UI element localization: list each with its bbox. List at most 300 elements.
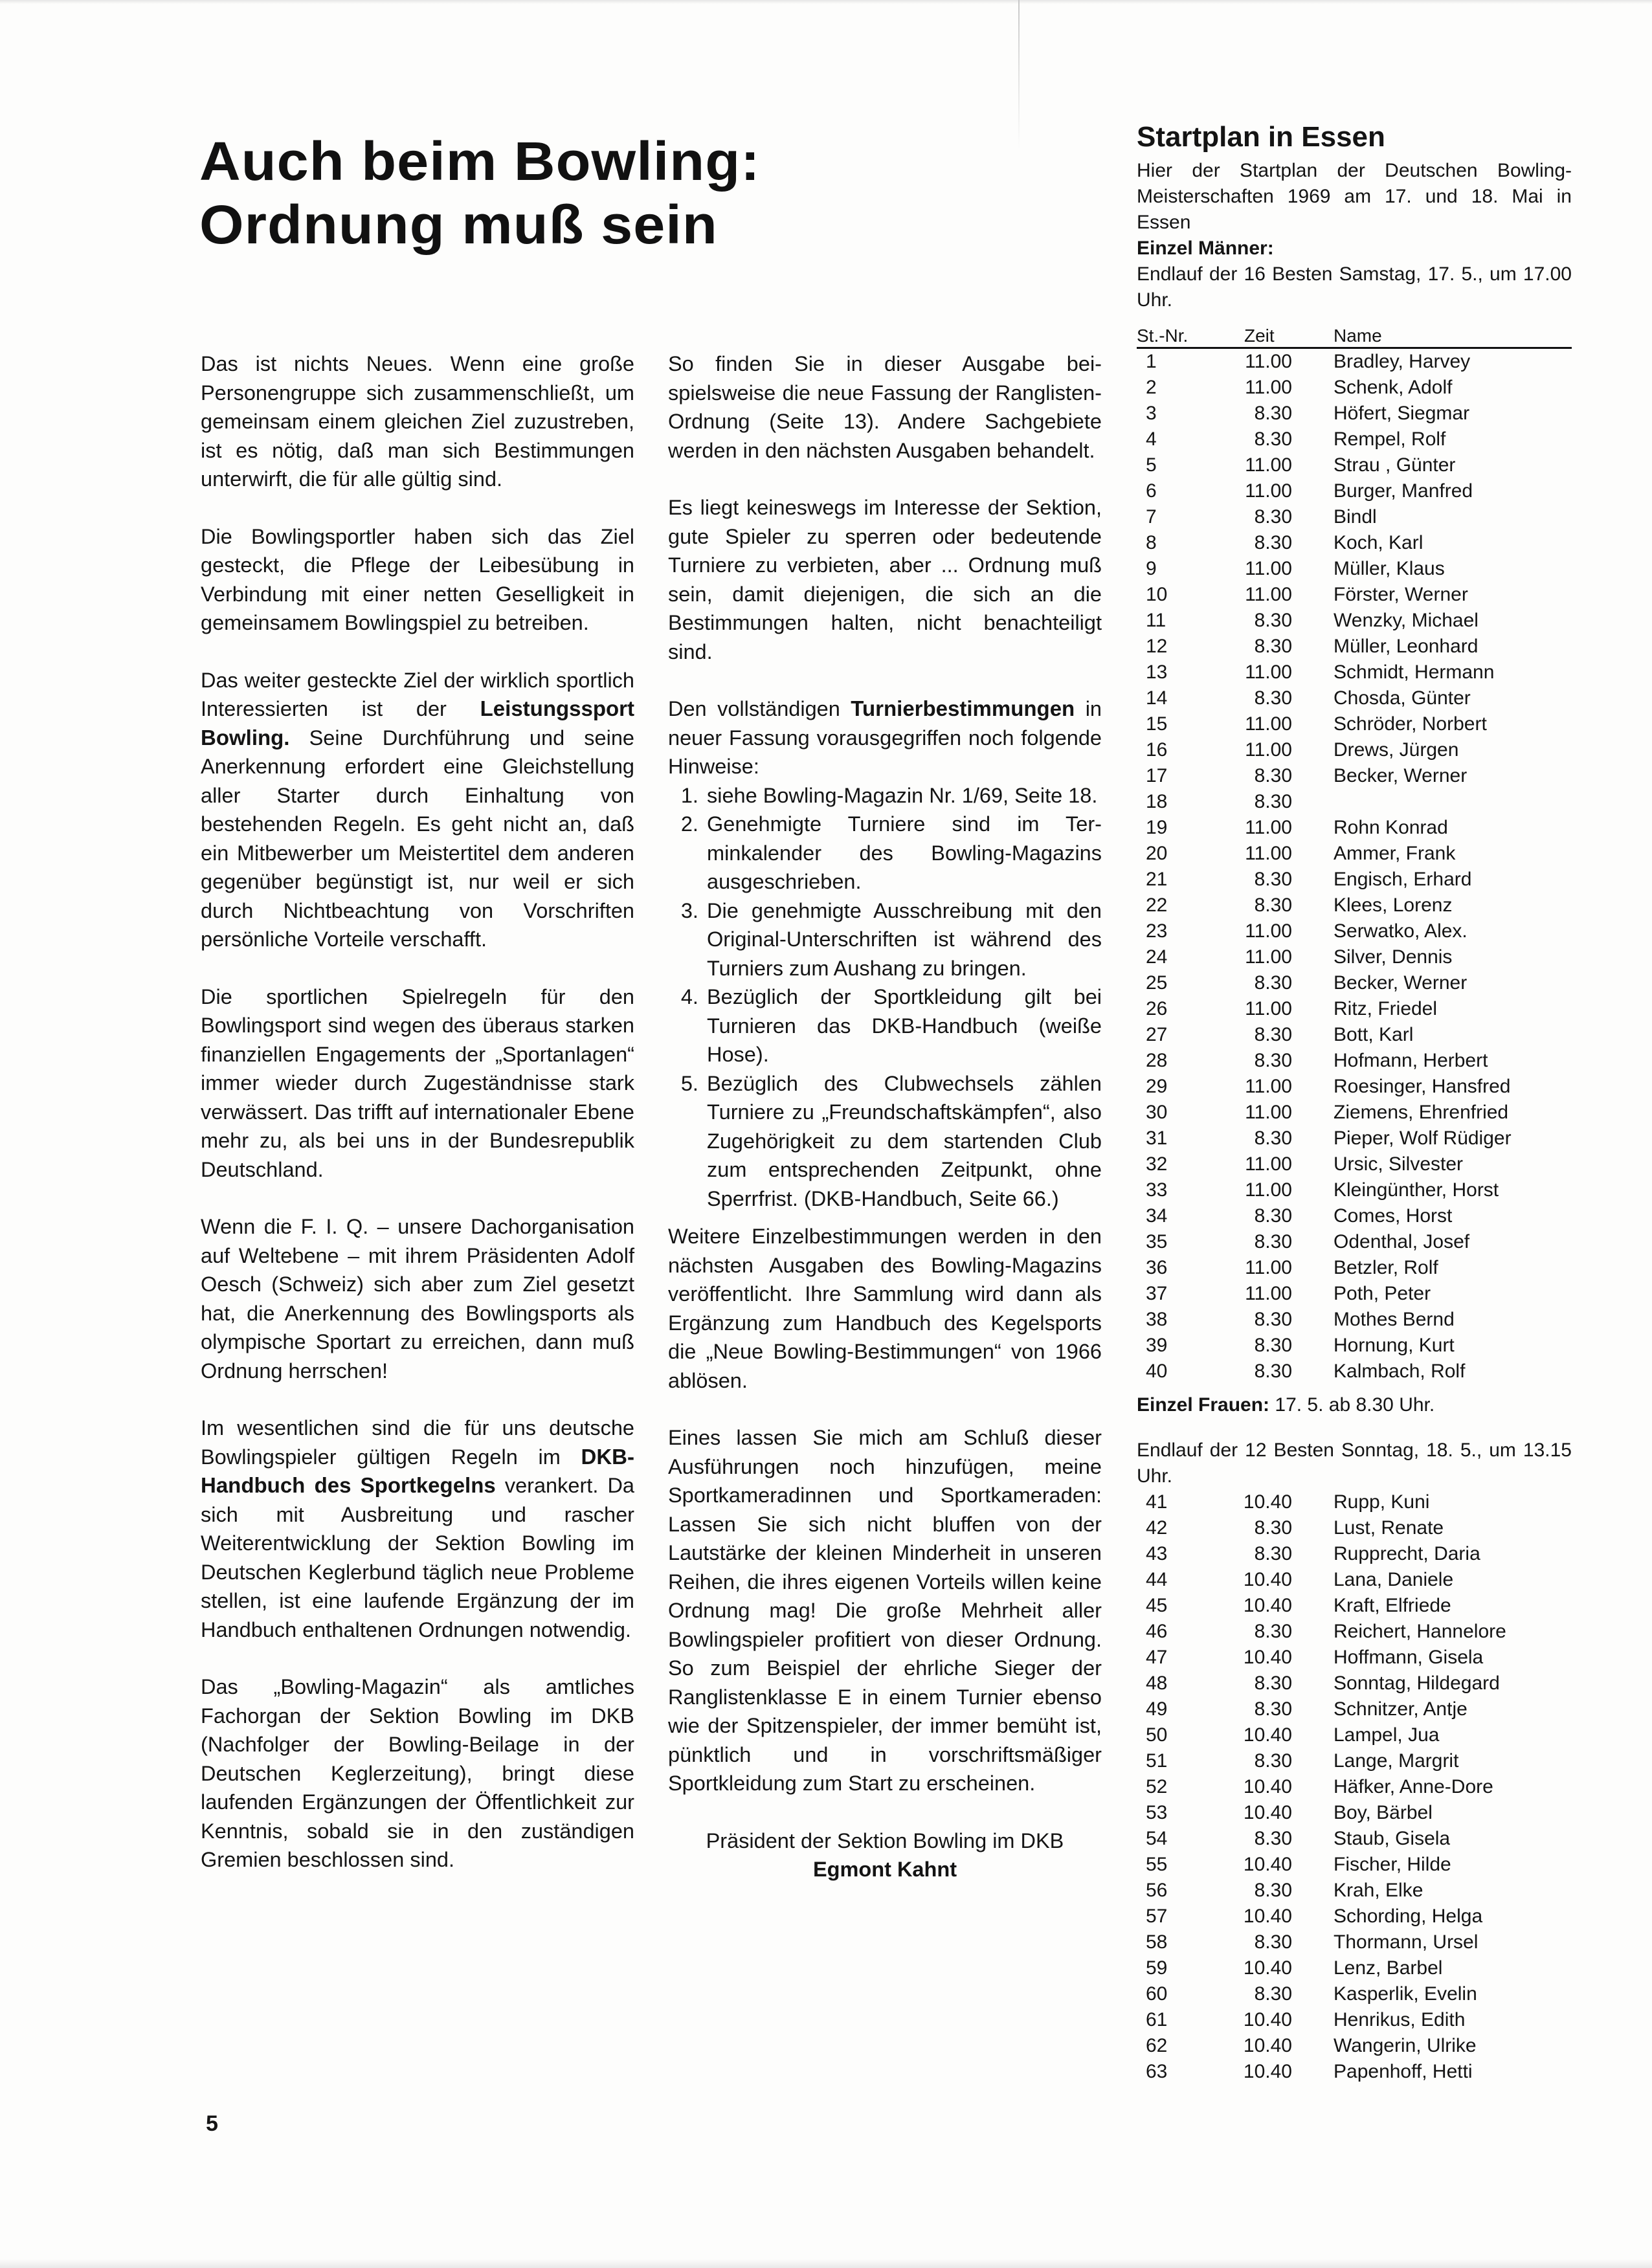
page-number: 5: [206, 2111, 218, 2136]
player-name: Thormann, Ursel: [1334, 1931, 1479, 1953]
table-row: [1137, 2007, 1572, 2033]
player-name: Lampel, Jua: [1334, 1724, 1440, 1746]
player-name: Ziemens, Ehrenfried: [1334, 1102, 1509, 1123]
player-name: Häfker, Anne-Dore: [1334, 1776, 1493, 1797]
start-number: 60: [1146, 1983, 1168, 2005]
start-number: 39: [1146, 1335, 1168, 1356]
table-row: [1137, 1929, 1572, 1955]
start-time: 10.40: [1243, 1957, 1292, 1979]
headline-line-1: Auch beim Bowling:: [199, 131, 761, 192]
start-time: 8.30: [1254, 765, 1292, 786]
table-row: [1137, 1203, 1572, 1229]
start-time: 8.30: [1254, 506, 1292, 528]
player-name: Rupprecht, Daria: [1334, 1543, 1480, 1564]
start-number: 46: [1146, 1621, 1168, 1642]
start-number: 49: [1146, 1698, 1168, 1720]
player-name: Burger, Manfred: [1334, 480, 1473, 502]
start-number: 31: [1146, 1128, 1168, 1149]
start-time: 8.30: [1254, 1621, 1292, 1642]
table-row: [1137, 401, 1572, 427]
player-name: Silver, Dennis: [1334, 946, 1453, 968]
frauen-table: [1137, 1489, 1572, 2085]
start-number: 14: [1146, 687, 1168, 709]
table-row: [1137, 375, 1572, 401]
table-row: [1137, 996, 1572, 1022]
start-number: 63: [1146, 2061, 1168, 2082]
start-time: 8.30: [1254, 1205, 1292, 1227]
start-time: 8.30: [1254, 972, 1292, 994]
signature: [668, 1827, 1102, 1884]
table-row: [1137, 1126, 1572, 1151]
hint-item: 2. Genehmigte Turniere sind im Terminkalender des Bowling-Magazins ausgeschrieben.: [704, 810, 1102, 896]
player-name: Becker, Werner: [1334, 972, 1468, 994]
table-row: [1137, 2059, 1572, 2085]
start-number: 4: [1146, 428, 1157, 450]
start-number: 26: [1146, 998, 1168, 1019]
paragraph: Es liegt keineswegs im Interesse der Sektion, gute Spieler zu sperren oder bedeutende Turniere zu verbieten, aber ... Ordnung muß sein, damit diejenigen, die sich an die Bestimmungen halten, nicht benachteiligt sind.: [668, 496, 1102, 663]
player-name: Boy, Bärbel: [1334, 1802, 1433, 1823]
start-number: 54: [1146, 1828, 1168, 1849]
paragraph: Die Bowlingsportler haben sich das Ziel gesteckt, die Pflege der Leibesübung in Verbindung mit einer netten Geselligkeit in gemeinsamem Bowlingspiel zu betreiben.: [201, 524, 634, 634]
start-time: 8.30: [1254, 1931, 1292, 1953]
start-number: 43: [1146, 1543, 1168, 1564]
start-number: 19: [1146, 817, 1168, 838]
start-time: 10.40: [1243, 1647, 1292, 1668]
table-row: [1137, 556, 1572, 582]
table-row: [1137, 893, 1572, 918]
start-number: 29: [1146, 1076, 1168, 1097]
table-row: [1137, 530, 1572, 556]
start-number: 48: [1146, 1673, 1168, 1694]
start-number: 41: [1146, 1491, 1168, 1513]
start-time: 11.00: [1245, 817, 1292, 838]
start-time: 11.00: [1245, 351, 1292, 372]
player-name: Fischer, Hilde: [1334, 1854, 1451, 1875]
paragraph: So finden Sie in dieser Ausgabe beispielsweise die neue Fassung der Ranglisten-Ordnung (Seite 13). Andere Sachgebiete werden in den nächsten Ausgaben behandelt.: [668, 352, 1102, 462]
headline-line-2: Ordnung muß sein: [199, 194, 718, 255]
start-number: 51: [1146, 1750, 1168, 1772]
page-edge-bottom: [0, 2259, 1652, 2268]
paragraph: Das ist nichts Neues. Wenn eine große Personengruppe sich zusammenschließt, um gemeinsam einem gleichen Ziel zuzustreben, ist es nötig, daß man sich Bestimmungen unterwirft, die für alle gültig sind.: [201, 352, 634, 491]
start-number: 27: [1146, 1024, 1168, 1045]
table-row: [1137, 1022, 1572, 1048]
startplan-title: Startplan in Essen: [1137, 121, 1385, 153]
player-name: Wangerin, Ulrike: [1334, 2035, 1477, 2056]
table-row: [1137, 1645, 1572, 1671]
start-number: 9: [1146, 558, 1157, 579]
start-number: 44: [1146, 1569, 1168, 1590]
player-name: Becker, Werner: [1334, 765, 1468, 786]
start-number: 5: [1146, 454, 1157, 476]
hint-item: 4. Bezüglich der Sportkleidung gilt bei Turnieren das DKB-Handbuch (weiße Hose).: [704, 983, 1102, 1069]
player-name: Pieper, Wolf Rüdiger: [1334, 1128, 1512, 1149]
start-time: 11.00: [1245, 946, 1292, 968]
player-name: Kraft, Elfriede: [1334, 1595, 1451, 1616]
table-row: [1137, 427, 1572, 452]
start-time: 8.30: [1254, 532, 1292, 553]
table-row: [1137, 1722, 1572, 1748]
start-time: 8.30: [1254, 687, 1292, 709]
start-number: 37: [1146, 1283, 1168, 1304]
player-name: Chosda, Günter: [1334, 687, 1471, 709]
table-row: [1137, 1229, 1572, 1255]
table-row: [1137, 1878, 1572, 1904]
player-name: Bott, Karl: [1334, 1024, 1414, 1045]
column-header-zeit: Zeit: [1244, 326, 1275, 346]
start-number: 36: [1146, 1257, 1168, 1278]
table-row: [1137, 1074, 1572, 1100]
start-number: 15: [1146, 713, 1168, 735]
table-row: [1137, 582, 1572, 608]
table-row: [1137, 841, 1572, 867]
start-number: 25: [1146, 972, 1168, 994]
table-row: [1137, 478, 1572, 504]
start-number: 6: [1146, 480, 1157, 502]
player-name: Ursic, Silvester: [1334, 1153, 1464, 1175]
start-time: 8.30: [1254, 1024, 1292, 1045]
start-time: 10.40: [1243, 1724, 1292, 1746]
start-time: 8.30: [1254, 636, 1292, 657]
paragraph: Eines lassen Sie mich am Schluß dieser Ausführungen noch hinzufügen, meine Sportkameradinnen und Sportkameraden: Lassen Sie sich nicht bluffen von der Lautstärke der kleinen Minderheit in unseren Reihen, die ihres eigenen Vorteils willen keine Ordnung mag! Die große Mehrheit aller Bowlingspieler profitiert von dieser Ordnung. So zum Beispiel der ehrliche Sieger der Ranglistenklasse E in einem Turnier ebenso wie der Spitzenspieler, der immer bemüht ist, pünktlich und in vorschriftsmäßiger Sportkleidung zum Start zu erscheinen.: [668, 1426, 1102, 1795]
start-time: 8.30: [1254, 1543, 1292, 1564]
player-name: Ritz, Friedel: [1334, 998, 1438, 1019]
paragraph: Weitere Einzelbestimmungen werden in den nächsten Ausgaben des Bowling-Magazins veröffentlicht. Ihre Sammlung wird dann als Ergänzung zum Handbuch des Kegelsports die „Neue Bowling-Bestimmungen“ von 1966 ablösen.: [668, 1225, 1102, 1392]
start-number: 34: [1146, 1205, 1168, 1227]
table-row: [1137, 1541, 1572, 1567]
table-row: [1137, 685, 1572, 711]
player-name: Strau , Günter: [1334, 454, 1456, 476]
start-time: 8.30: [1254, 791, 1292, 812]
start-number: 3: [1146, 403, 1157, 424]
table-row: [1137, 1048, 1572, 1074]
emphasis-dkb-handbuch: DKB-Handbuch des Sportkegelns: [201, 1444, 634, 1497]
paragraph: Den vollständigen Turnierbestimmungen in neuer Fassung vorausgegriffen noch folgende Hinweise:: [668, 696, 1102, 778]
table-row: [1137, 1619, 1572, 1645]
player-name: Müller, Klaus: [1334, 558, 1445, 579]
hints-list: [668, 781, 1102, 1214]
player-name: Mothes Bernd: [1334, 1309, 1455, 1330]
signature-title: Präsident der Sektion Bowling im DKB: [706, 1829, 1064, 1852]
start-time: 11.00: [1245, 1153, 1292, 1175]
table-row: [1137, 1177, 1572, 1203]
start-time: 11.00: [1245, 480, 1292, 502]
start-number: 10: [1146, 584, 1168, 605]
start-time: 10.40: [1243, 1776, 1292, 1797]
player-name: Hofmann, Herbert: [1334, 1050, 1488, 1071]
table-row: [1137, 1955, 1572, 1981]
table-row: [1137, 504, 1572, 530]
player-name: Papenhoff, Hetti: [1334, 2061, 1473, 2082]
emphasis-leistungssport: Leistungssport Bowling.: [201, 696, 634, 750]
start-time: 10.40: [1243, 2009, 1292, 2030]
start-number: 24: [1146, 946, 1168, 968]
start-number: 2: [1146, 377, 1157, 398]
player-name: Betzler, Rolf: [1334, 1257, 1438, 1278]
start-time: 8.30: [1254, 610, 1292, 631]
start-time: 11.00: [1245, 1179, 1292, 1201]
paragraph: Wenn die F. I. Q. – unsere Dachorganisation auf Weltebene – mit ihrem Präsidenten Adolf Oesch (Schweiz) sich aber zum Ziel gesetzt hat, die Anerkennung des Bowlingsports als olympische Sportart zu erreichen, dann muß Ordnung herrschen!: [201, 1215, 634, 1383]
start-number: 38: [1146, 1309, 1168, 1330]
start-time: 8.30: [1254, 1673, 1292, 1694]
start-time: 11.00: [1245, 920, 1292, 942]
start-number: 22: [1146, 895, 1168, 916]
start-time: 11.00: [1245, 584, 1292, 605]
start-time: 10.40: [1243, 1906, 1292, 1927]
player-name: [1318, 789, 1572, 815]
article-headline: [199, 129, 947, 256]
table-row: [1137, 763, 1572, 789]
table-row: [1137, 1100, 1572, 1126]
player-name: Ammer, Frank: [1334, 843, 1456, 864]
player-name: Krah, Elke: [1334, 1880, 1423, 1901]
table-row: [1137, 634, 1572, 660]
start-time: 8.30: [1254, 1698, 1292, 1720]
start-number: 7: [1146, 506, 1157, 528]
start-time: 11.00: [1245, 454, 1292, 476]
player-name: Rohn Konrad: [1334, 817, 1448, 838]
table-row: [1137, 1904, 1572, 1929]
hint-item: 5. Bezüglich des Clubwechsels zählen Turniere zu „Freundschaftskämpfen“, also Zugehörigkeit zu dem startenden Club zum entsprechenden Zeitpunkt, ohne Sperrfrist. (DKB-Handbuch, Seite 66.): [704, 1069, 1102, 1214]
start-number: 58: [1146, 1931, 1168, 1953]
start-time: 11.00: [1245, 843, 1292, 864]
table-row: [1137, 1852, 1572, 1878]
table-row: [1137, 349, 1572, 375]
start-time: 10.40: [1243, 2035, 1292, 2056]
start-time: 8.30: [1254, 1750, 1292, 1772]
table-row: [1137, 918, 1572, 944]
start-time: 10.40: [1243, 1569, 1292, 1590]
start-number: 56: [1146, 1880, 1168, 1901]
start-number: 55: [1146, 1854, 1168, 1875]
page-edge-top: [0, 0, 1652, 4]
table-row: [1137, 944, 1572, 970]
start-number: 57: [1146, 1906, 1168, 1927]
start-time: 11.00: [1245, 1076, 1292, 1097]
startplan-intro: Hier der Startplan der Deutschen Bowling-Meisterschaften 1969 am 17. und 18. Mai in Essen: [1137, 160, 1572, 233]
maenner-table: [1137, 349, 1572, 1384]
table-row: [1137, 711, 1572, 737]
player-name: Lana, Daniele: [1334, 1569, 1454, 1590]
player-name: Schnitzer, Antje: [1334, 1698, 1468, 1720]
table-row: [1137, 1281, 1572, 1307]
player-name: Rupp, Kuni: [1334, 1491, 1430, 1513]
paragraph: Das weiter gesteckte Ziel der wirklich sportlich Interessierten ist der Leistungssport Bowling. Seine Durchführung und seine Anerkennung erfordert eine Gleichstellung aller Starter durch Einhaltung von bestehenden Regeln. Es geht nicht an, daß ein Mitbewerber um Meistertitel dem anderen gegenüber begünstigt ist, nur weil er sich durch Nichtbeachtung von Vorschriften persönliche Vorteile verschafft.: [201, 668, 634, 951]
start-number: 30: [1146, 1102, 1168, 1123]
player-name: Schmidt, Hermann: [1334, 662, 1495, 683]
start-time: 11.00: [1245, 713, 1292, 735]
player-name: Rempel, Rolf: [1334, 428, 1446, 450]
table-row: [1137, 1774, 1572, 1800]
start-time: 11.00: [1245, 1102, 1292, 1123]
start-time: 8.30: [1254, 1983, 1292, 2005]
player-name: Müller, Leonhard: [1334, 636, 1479, 657]
table-row: [1137, 1696, 1572, 1722]
player-name: Sonntag, Hildegard: [1334, 1673, 1500, 1694]
start-number: 50: [1146, 1724, 1168, 1746]
player-name: Schording, Helga: [1334, 1906, 1483, 1927]
player-name: Wenzky, Michael: [1334, 610, 1479, 631]
start-number: 8: [1146, 532, 1157, 553]
start-time: 11.00: [1245, 998, 1292, 1019]
start-time: 11.00: [1245, 558, 1292, 579]
player-name: Lange, Margrit: [1334, 1750, 1459, 1772]
player-name: Hornung, Kurt: [1334, 1335, 1455, 1356]
player-name: Engisch, Erhard: [1334, 869, 1472, 890]
player-name: Comes, Horst: [1334, 1205, 1453, 1227]
table-row: [1137, 1981, 1572, 2007]
start-time: 8.30: [1254, 869, 1292, 890]
table-row: [1137, 1489, 1572, 1515]
player-name: Lenz, Barbel: [1334, 1957, 1443, 1979]
start-number: 42: [1146, 1517, 1168, 1539]
table-row: [1137, 1567, 1572, 1593]
start-number: 45: [1146, 1595, 1168, 1616]
paragraph: Im wesentlichen sind die für uns deutsche Bowlingspieler gültigen Regeln im DKB-Handbuch des Sportkegelns verankert. Da sich mit Ausbreitung und rascher Weiterentwicklung der Sektion Bowling im Deutschen Keglerbund täglich neue Probleme stellen, ist eine laufende Ergänzung der im Handbuch enthaltenen Ordnungen notwendig.: [201, 1416, 634, 1641]
paragraph: Die sportlichen Spielregeln für den Bowlingsport sind wegen des überaus starken finanziellen Engagements der „Sportanlagen“ immer wieder durch Zugeständnisse stark verwässert. Das trifft auf internationaler Ebene mehr zu, als bei uns in der Bundesrepublik Deutschland.: [201, 984, 634, 1181]
start-time: 8.30: [1254, 1880, 1292, 1901]
start-time: 8.30: [1254, 1128, 1292, 1149]
start-number: 20: [1146, 843, 1168, 864]
frauen-text: Endlauf der 12 Besten Sonntag, 18. 5., um 13.15 Uhr.: [1137, 1440, 1572, 1487]
maenner-text: Endlauf der 16 Besten Samstag, 17. 5., um 17.00 Uhr.: [1137, 263, 1572, 311]
start-time: 10.40: [1243, 1802, 1292, 1823]
maenner-heading: Einzel Männer:: [1137, 238, 1274, 259]
start-time: 11.00: [1245, 377, 1292, 398]
table-row: [1137, 1515, 1572, 1541]
start-time: 11.00: [1245, 662, 1292, 683]
hint-item: 1. siehe Bowling-Magazin Nr. 1/69, Seite 18.: [704, 781, 1102, 810]
table-row: [1137, 1151, 1572, 1177]
player-name: Bindl: [1334, 506, 1377, 528]
start-time: 8.30: [1254, 428, 1292, 450]
table-row: [1137, 452, 1572, 478]
table-row: [1137, 789, 1572, 815]
table-row: [1137, 1826, 1572, 1852]
startplan-table-header: [1137, 325, 1572, 349]
start-number: 33: [1146, 1179, 1168, 1201]
player-name: Lust, Renate: [1334, 1517, 1444, 1539]
player-name: Schröder, Norbert: [1334, 713, 1487, 735]
start-number: 23: [1146, 920, 1168, 942]
table-row: [1137, 867, 1572, 893]
fold-line: [1018, 0, 1020, 149]
frauen-heading-date: 17. 5. ab 8.30 Uhr.: [1269, 1394, 1435, 1416]
start-number: 11: [1146, 610, 1166, 631]
start-time: 8.30: [1254, 1361, 1292, 1382]
player-name: Poth, Peter: [1334, 1283, 1431, 1304]
start-number: 21: [1146, 869, 1168, 890]
player-name: Bradley, Harvey: [1334, 351, 1471, 372]
start-number: 32: [1146, 1153, 1168, 1175]
start-time: 8.30: [1254, 1828, 1292, 1849]
player-name: Kalmbach, Rolf: [1334, 1361, 1466, 1382]
start-time: 11.00: [1245, 739, 1292, 761]
start-time: 8.30: [1254, 1335, 1292, 1356]
table-row: [1137, 970, 1572, 996]
player-name: Kleingünther, Horst: [1334, 1179, 1499, 1201]
table-row: [1137, 608, 1572, 634]
player-name: Henrikus, Edith: [1334, 2009, 1466, 2030]
player-name: Roesinger, Hansfred: [1334, 1076, 1511, 1097]
player-name: Hoffmann, Gisela: [1334, 1647, 1484, 1668]
start-number: 52: [1146, 1776, 1168, 1797]
start-number: 59: [1146, 1957, 1168, 1979]
start-time: 10.40: [1243, 1854, 1292, 1875]
player-name: Staub, Gisela: [1334, 1828, 1451, 1849]
player-name: Koch, Karl: [1334, 532, 1423, 553]
start-time: 8.30: [1254, 1517, 1292, 1539]
table-row: [1137, 1671, 1572, 1696]
start-time: 10.40: [1243, 2061, 1292, 2082]
signature-name: Egmont Kahnt: [812, 1858, 957, 1881]
table-row: [1137, 1748, 1572, 1774]
table-row: [1137, 2033, 1572, 2059]
table-row: [1137, 1800, 1572, 1826]
start-number: 18: [1146, 791, 1168, 812]
player-name: Förster, Werner: [1334, 584, 1468, 605]
player-name: Odenthal, Josef: [1334, 1231, 1470, 1252]
table-row: [1137, 737, 1572, 763]
startplan-sidebar: [1137, 120, 1572, 2085]
emphasis-turnierbestimmungen: Turnierbestimmungen: [851, 696, 1075, 720]
start-number: 16: [1146, 739, 1168, 761]
table-row: [1137, 1333, 1572, 1359]
table-row: [1137, 1593, 1572, 1619]
start-time: 11.00: [1245, 1257, 1292, 1278]
player-name: Schenk, Adolf: [1334, 377, 1453, 398]
start-time: 10.40: [1243, 1595, 1292, 1616]
start-time: 8.30: [1254, 1050, 1292, 1071]
start-number: 47: [1146, 1647, 1168, 1668]
start-time: 8.30: [1254, 1231, 1292, 1252]
column-header-name: Name: [1334, 326, 1382, 346]
start-number: 1: [1146, 351, 1157, 372]
start-number: 17: [1146, 765, 1168, 786]
player-name: Klees, Lorenz: [1334, 895, 1453, 916]
frauen-heading: Einzel Frauen:: [1137, 1394, 1270, 1416]
start-time: 11.00: [1245, 1283, 1292, 1304]
start-number: 62: [1146, 2035, 1168, 2056]
player-name: Drews, Jürgen: [1334, 739, 1459, 761]
player-name: Höfert, Siegmar: [1334, 403, 1470, 424]
start-number: 40: [1146, 1361, 1168, 1382]
start-time: 8.30: [1254, 895, 1292, 916]
hint-item: 3. Die genehmigte Ausschreibung mit den Original-Unterschriften ist während des Turniers zum Aushang zu bringen.: [704, 896, 1102, 983]
start-number: 12: [1146, 636, 1168, 657]
table-row: [1137, 1307, 1572, 1333]
table-row: [1137, 1359, 1572, 1384]
article-left-column: [201, 350, 634, 1903]
start-time: 8.30: [1254, 1309, 1292, 1330]
table-row: [1137, 1255, 1572, 1281]
table-row: [1137, 660, 1572, 685]
start-time: 10.40: [1243, 1491, 1292, 1513]
start-number: 13: [1146, 662, 1168, 683]
start-number: 28: [1146, 1050, 1168, 1071]
player-name: Kasperlik, Evelin: [1334, 1983, 1477, 2005]
player-name: Serwatko, Alex.: [1334, 920, 1468, 942]
player-name: Reichert, Hannelore: [1334, 1621, 1506, 1642]
start-number: 61: [1146, 2009, 1168, 2030]
frauen-heading-line: [1137, 1392, 1572, 1418]
start-number: 53: [1146, 1802, 1168, 1823]
table-row: [1137, 815, 1572, 841]
article-middle-column: [668, 350, 1102, 1884]
paragraph: Das „Bowling-Magazin“ als amtliches Fachorgan der Sektion Bowling im DKB (Nachfolger der Bowling-Beilage in der Deutschen Keglerzeitung), bringt diese laufenden Ergänzungen der Öffentlichkeit zur Kenntnis, sobald sie in den zuständigen Gremien beschlossen sind.: [201, 1675, 634, 1871]
start-number: 35: [1146, 1231, 1168, 1252]
column-header-nr: St.-Nr.: [1137, 326, 1189, 346]
start-time: 8.30: [1254, 403, 1292, 424]
